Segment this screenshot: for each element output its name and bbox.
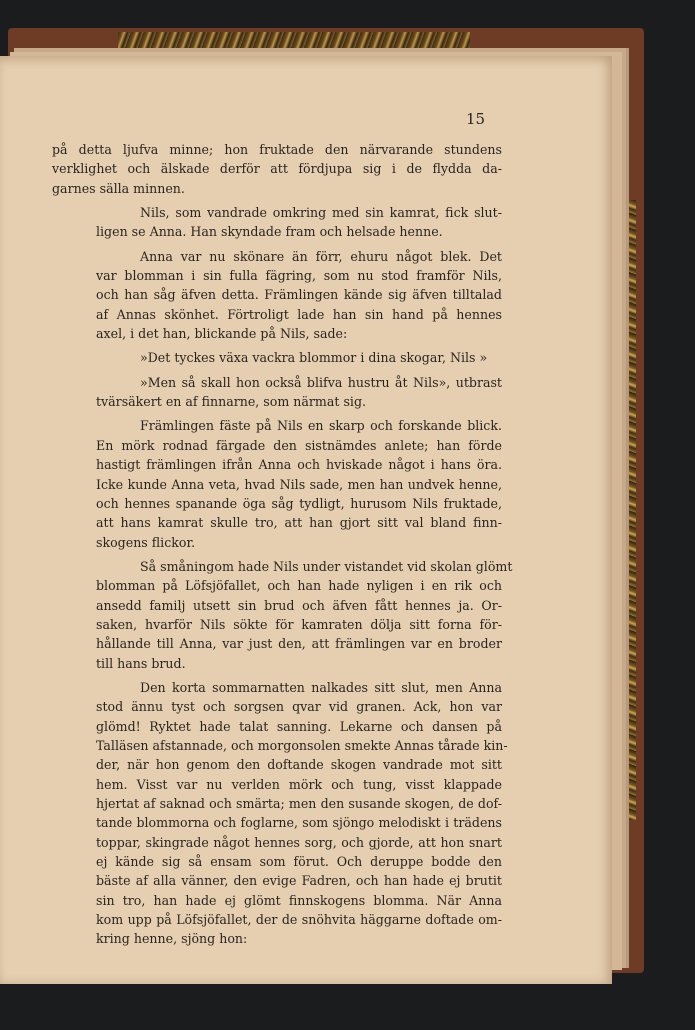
text-line: En mörk rodnad färgade den sistnämdes anlete; han förde — [96, 437, 502, 453]
text-line: Icke kunde Anna veta, hvad Nils sade, men han undvek henne, — [96, 476, 502, 492]
text-line: Talläsen afstannade, och morgonsolen smekte Annas tårade kin- — [96, 737, 508, 753]
text-line: bäste af alla vänner, den evige Fadren, och han hade ej brutit — [96, 873, 502, 889]
paragraph — [52, 203, 502, 242]
text-line: tvärsäkert en af finnarne, som närmat sig. — [96, 394, 367, 410]
text-line: »Det tyckes växa vackra blommor i dina skogar, Nils » — [140, 350, 488, 366]
text-line: skogens flickor. — [96, 534, 196, 550]
text-line: kom upp på Löfsjöfallet, der de snöhvita häggarne doftade om- — [96, 912, 502, 928]
page-number: 15 — [466, 110, 486, 128]
text-line: sin tro, han hade ej glömt finnskogens blomma. När Anna — [96, 892, 502, 908]
text-line: ej kände sig så ensam som förut. Och deruppe bodde den — [96, 854, 502, 870]
text-line: af Annas skönhet. Förtroligt lade han sin hand på hennes — [96, 306, 502, 322]
text-line: saken, hvarför Nils sökte för kamraten dölja sitt forna för- — [96, 616, 502, 632]
paragraph — [52, 416, 502, 551]
text-line: till hans brud. — [96, 655, 186, 671]
text-line: kring henne, sjöng hon: — [96, 931, 248, 947]
text-line: hjertat af saknad och smärta; men den susande skogen, de dof- — [96, 796, 502, 811]
text-line: hem. Visst var nu verlden mörk och tung, visst klappade — [96, 776, 502, 792]
text-line: »Men så skall hon också blifva hustru åt Nils», utbrast — [140, 374, 502, 390]
text-line: Anna var nu skönare än förr, ehuru något blek. Det — [140, 248, 502, 264]
text-line: var blomman i sin fulla fägring, som nu stod framför Nils, — [96, 268, 502, 284]
paragraph — [52, 140, 502, 198]
text-line: verklighet och älskade derför att fördjupa sig i de flydda da- — [52, 161, 502, 177]
text-line: ligen se Anna. Han skyndade fram och helsade henne. — [96, 224, 443, 240]
paragraph — [52, 557, 513, 673]
text-line: Så småningom hade Nils under vistandet vid skolan glömt — [140, 558, 513, 574]
text-line: hastigt främlingen ifrån Anna och hviskade något i hans öra. — [96, 457, 502, 473]
page-body-text — [52, 140, 513, 949]
text-line: Den korta sommarnatten nalkades sitt slut, men Anna — [140, 679, 502, 695]
text-line: garnes sälla minnen. — [52, 180, 185, 196]
paragraph — [52, 247, 502, 344]
paragraph — [52, 348, 502, 367]
text-line: Främlingen fäste på Nils en skarp och forskande blick. — [140, 418, 502, 434]
text-line: axel, i det han, blickande på Nils, sade: — [96, 326, 348, 342]
text-line: och hennes spanande öga såg tydligt, hurusom Nils fruktade, — [96, 495, 502, 511]
text-line: tande blommorna och foglarne, som sjöngo melodiskt i trädens — [96, 815, 502, 831]
text-line: blomman på Löfsjöfallet, och han hade nyligen i en rik och — [96, 578, 502, 594]
text-line: hållande till Anna, var just den, att främlingen var en broder — [96, 636, 502, 652]
text-line: på detta ljufva minne; hon fruktade den närvarande stundens — [52, 142, 502, 157]
text-line: att hans kamrat skulle tro, att han gjort sitt val bland finn- — [96, 515, 502, 531]
paragraph — [52, 373, 502, 412]
text-line: toppar, skingrade något hennes sorg, och gjorde, att hon snart — [96, 834, 502, 850]
paragraph — [52, 678, 508, 949]
text-line: stod ännu tyst och sorgsen qvar vid granen. Ack, hon var — [96, 699, 502, 715]
text-line: ansedd familj utsett sin brud och äfven fått hennes ja. Or- — [96, 597, 502, 613]
text-line: glömd! Ryktet hade talat sanning. Lekarne och dansen på — [96, 718, 502, 734]
text-line: och han såg äfven detta. Främlingen kände sig äfven tilltalad — [96, 287, 502, 303]
text-line: der, när hon genom den doftande skogen vandrade mot sitt — [96, 757, 502, 773]
text-line: Nils, som vandrade omkring med sin kamrat, fick slut- — [140, 205, 502, 221]
